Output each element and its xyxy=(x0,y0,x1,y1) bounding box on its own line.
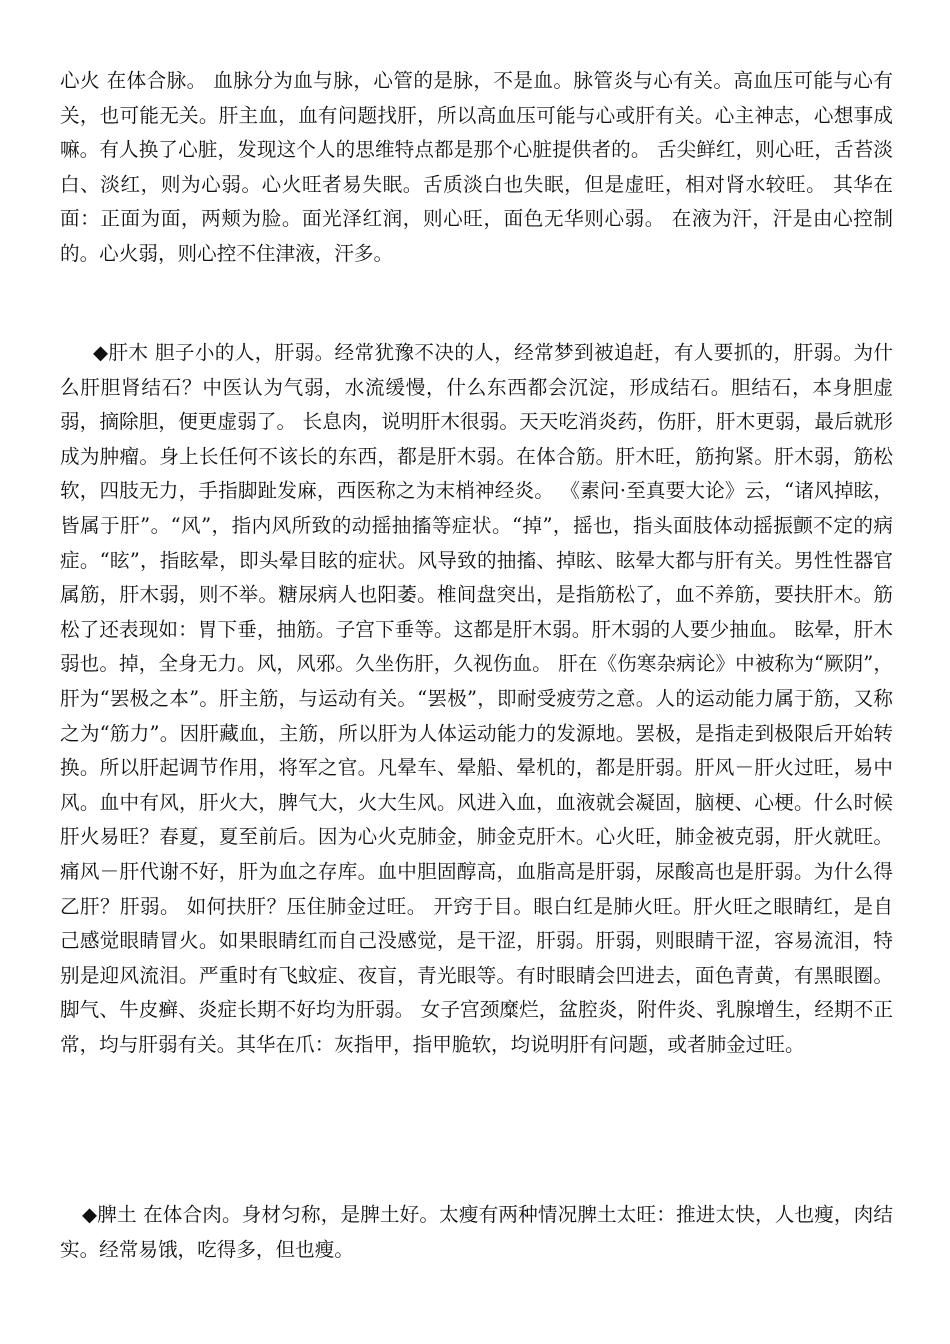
paragraph-spleen-earth: ◆脾土 在体合肉。身材匀称，是脾土好。太瘦有两种情况脾土太旺：推进太快，人也瘦，肉结实。经常易饿，吃得多，但也瘦。 xyxy=(60,1203,893,1261)
paragraph-liver-wood: ◆肝木 胆子小的人，肝弱。经常犹豫不决的人，经常梦到被追赶，有人要抓的，肝弱。为什么肝胆肾结石？中医认为气弱，水流缓慢，什么东西都会沉淀，形成结石。胆结石，本身胆虚弱，摘除胆，便更虚弱了。 长息肉，说明肝木很弱。天天吃消炎药，伤肝，肝木更弱，最后就形成为肿瘤。身上长任何不该长的东西，都是肝木弱。在体合筋。肝木旺，筋拘紧。肝木弱，筋松软，四肢无力，手指脚趾发麻，西医称之为末梢神经炎。 《素问·至真要大论》云，“诸风掉眩，皆属于肝”。“风”，指内风所致的动摇抽搐等症状。“掉”，摇也，指头面肢体动摇振颤不定的病症。“眩”，指眩晕，即头晕目眩的症状。风导致的抽搐、掉眩、眩晕大都与肝有关。男性性器官属筋，肝木弱，则不举。糖尿病人也阳萎。椎间盘突出，是指筋松了，血不养筋，要扶肝木。筋松了还表现如：胃下垂，抽筋。子宫下垂等。这都是肝木弱。肝木弱的人要少抽血。 眩晕，肝木弱也。掉，全身无力。风，风邪。久坐伤肝，久视伤血。 肝在《伤寒杂病论》中被称为“厥阴”，肝为“罢极之本”。肝主筋，与运动有关。“罢极”，即耐受疲劳之意。人的运动能力属于筋，又称之为“筋力”。因肝藏血，主筋，所以肝为人体运动能力的发源地。罢极，是指走到极限后开始转换。所以肝起调节作用，将军之官。凡晕车、晕船、晕机的，都是肝弱。肝风－肝火过旺，易中风。血中有风，肝火大，脾气大，火大生风。风进入血，血液就会凝固，脑梗、心梗。什么时候肝火易旺？春夏，夏至前后。因为心火克肺金，肺金克肝木。心火旺，肺金被克弱，肝火就旺。痛风－肝代谢不好，肝为血之存库。血中胆固醇高，血脂高是肝弱，尿酸高也是肝弱。为什么得乙肝？肝弱。 如何扶肝？压住肺金过旺。 开窍于目。眼白红是肺火旺。肝火旺之眼睛红，是自己感觉眼睛冒火。如果眼睛红而自己没感觉，是干涩，肝弱。肝弱，则眼睛干涩，容易流泪，特别是迎风流泪。严重时有飞蚊症、夜盲，青光眼等。有时眼睛会凹进去，面色青黄，有黑眼圈。 脚气、牛皮癣、炎症长期不好均为肝弱。 女子宫颈糜烂，盆腔炎，附件炎、乳腺增生，经期不正常，均与肝弱有关。其华在爪：灰指甲，指甲脆软，均说明肝有问题，或者肺金过旺。 xyxy=(60,341,893,1056)
paragraph-heart-fire: 心火 在体合脉。 血脉分为血与脉，心管的是脉，不是血。脉管炎与心有关。高血压可能与心有关，也可能无关。肝主血，血有问题找肝，所以高血压可能与心或肝有关。心主神志，心想事成嘛。有人换了心脏，发现这个人的思维特点都是那个心脏提供者的。 舌尖鲜红，则心旺，舌苔淡白、淡红，则为心弱。心火旺者易失眠。舌质淡白也失眠，但是虚旺，相对肾水较旺。 其华在面：正面为面，两颊为脸。面光泽红润，则心旺，面色无华则心弱。 在液为汗，汗是由心控制的。心火弱，则心控不住津液，汗多。 xyxy=(60,69,893,265)
